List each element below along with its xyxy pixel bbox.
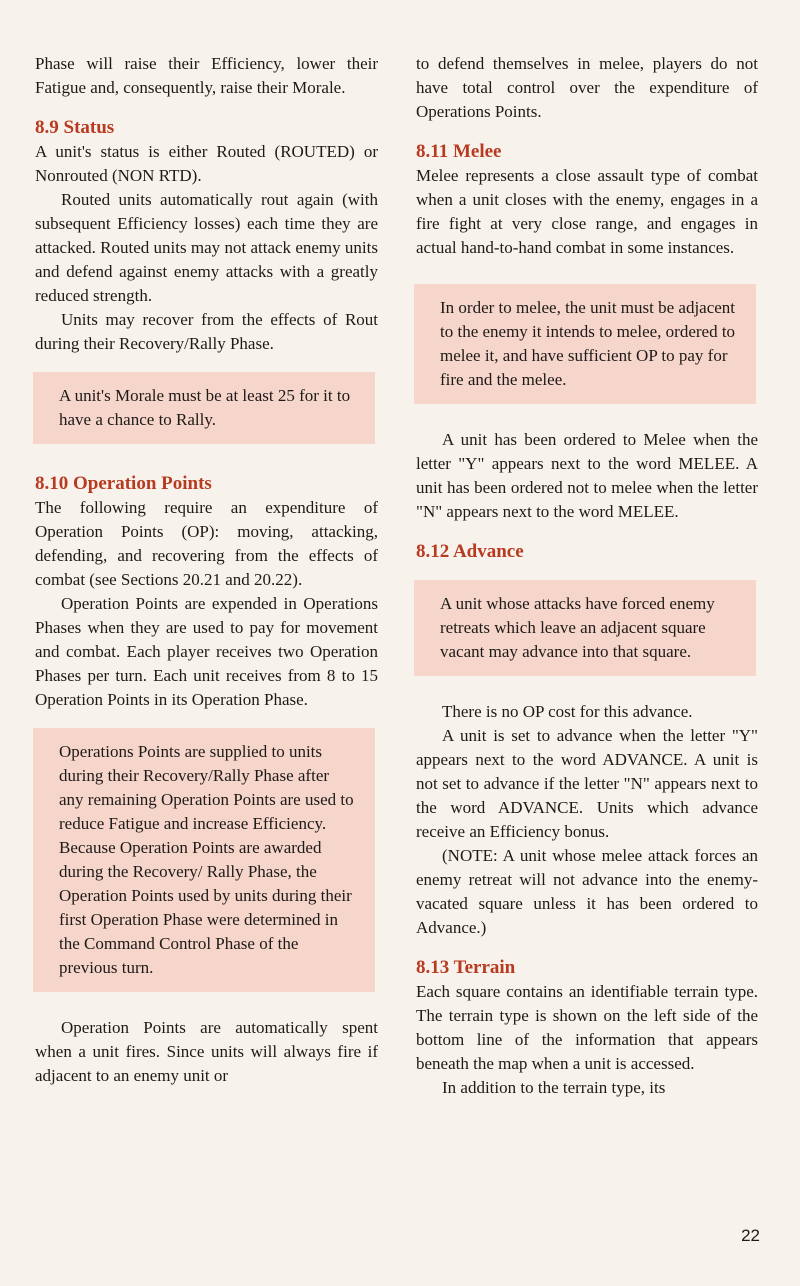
melee-callout-text: In order to melee, the unit must be adjacent to the enemy it intends to melee, ordered to melee it, and have sufficient OP to pay for fire and the melee. <box>440 298 736 389</box>
op-callout-box <box>33 728 375 992</box>
op-paragraph-1: The following require an expenditure of Operation Points (OP): moving, attacking, defending, and recovering from the effects of combat (see Sections 20.21 and 20.22). <box>35 498 378 589</box>
advance-callout-box <box>414 580 756 676</box>
advance-paragraph-3: (NOTE: A unit whose melee attack forces an enemy retreat will not advance into the enemy-vacated square unless it has been ordered to Advance.) <box>416 846 758 937</box>
advance-paragraph-1: There is no OP cost for this advance. <box>442 702 693 721</box>
op-paragraph-2: Operation Points are expended in Operations Phases when they are used to pay for movement and combat. Each player receives two Operation Phases per turn. Each unit receives from 8 to 15 Operation Points in its Operation Phase. <box>35 594 378 709</box>
section-heading-status: 8.9 Status <box>35 117 115 138</box>
morale-callout-text: A unit's Morale must be at least 25 for it to have a chance to Rally. <box>59 386 351 429</box>
status-paragraph-1: A unit's status is either Routed (ROUTED) or Nonrouted (NON RTD). <box>35 142 378 185</box>
continued-paragraph: to defend themselves in melee, players do not have total control over the expenditure of Operations Points. <box>416 54 758 121</box>
left-column <box>35 52 378 1088</box>
right-column <box>416 52 758 1100</box>
melee-paragraph-1: Melee represents a close assault type of combat when a unit closes with the enemy, engages in a fire fight at very close range, and engages in actual hand-to-hand combat in some instances. <box>416 166 758 257</box>
section-heading-advance: 8.12 Advance <box>416 541 524 562</box>
page-number: 22 <box>741 1226 760 1245</box>
intro-paragraph: Phase will raise their Efficiency, lower their Fatigue and, consequently, raise their Morale. <box>35 54 378 97</box>
status-paragraph-2: Routed units automatically rout again (with subsequent Efficiency losses) each time they are attacked. Routed units may not attack enemy units and defend against enemy attacks with a greatly reduced strength. <box>35 190 378 305</box>
morale-callout-box <box>33 372 375 444</box>
terrain-paragraph-2: In addition to the terrain type, its <box>442 1078 666 1097</box>
advance-callout-text: A unit whose attacks have forced enemy retreats which leave an adjacent square vacant may advance into that square. <box>440 594 715 661</box>
section-heading-operation-points: 8.10 Operation Points <box>35 473 212 494</box>
terrain-paragraph-1: Each square contains an identifiable terrain type. The terrain type is shown on the left side of the bottom line of the information that appears beneath the map when a unit is accessed. <box>416 982 758 1073</box>
melee-paragraph-2: A unit has been ordered to Melee when the letter "Y" appears next to the word MELEE. A unit has been ordered not to melee when the letter "N" appears next to the word MELEE. <box>416 430 758 521</box>
section-heading-melee: 8.11 Melee <box>416 141 502 162</box>
melee-callout-box <box>414 284 756 404</box>
op-callout-text: Operations Points are supplied to units during their Recovery/Rally Phase after any remaining Operation Points are used to reduce Fatigue and increase Efficiency. Because Operation Points are awarded during the Recovery/ Rally Phase, the Operation Points used by units during their first Operation Phase were determined in the Command Control Phase of the previous turn. <box>59 742 354 977</box>
status-paragraph-3: Units may recover from the effects of Rout during their Recovery/Rally Phase. <box>35 310 378 353</box>
section-heading-terrain: 8.13 Terrain <box>416 957 516 978</box>
advance-paragraph-2: A unit is set to advance when the letter "Y" appears next to the word ADVANCE. A unit is not set to advance if the letter "N" appears next to the word ADVANCE. Units which advance receive an Efficiency bonus. <box>416 726 758 841</box>
op-paragraph-3: Operation Points are automatically spent when a unit fires. Since units will always fire if adjacent to an enemy unit or <box>35 1018 378 1085</box>
